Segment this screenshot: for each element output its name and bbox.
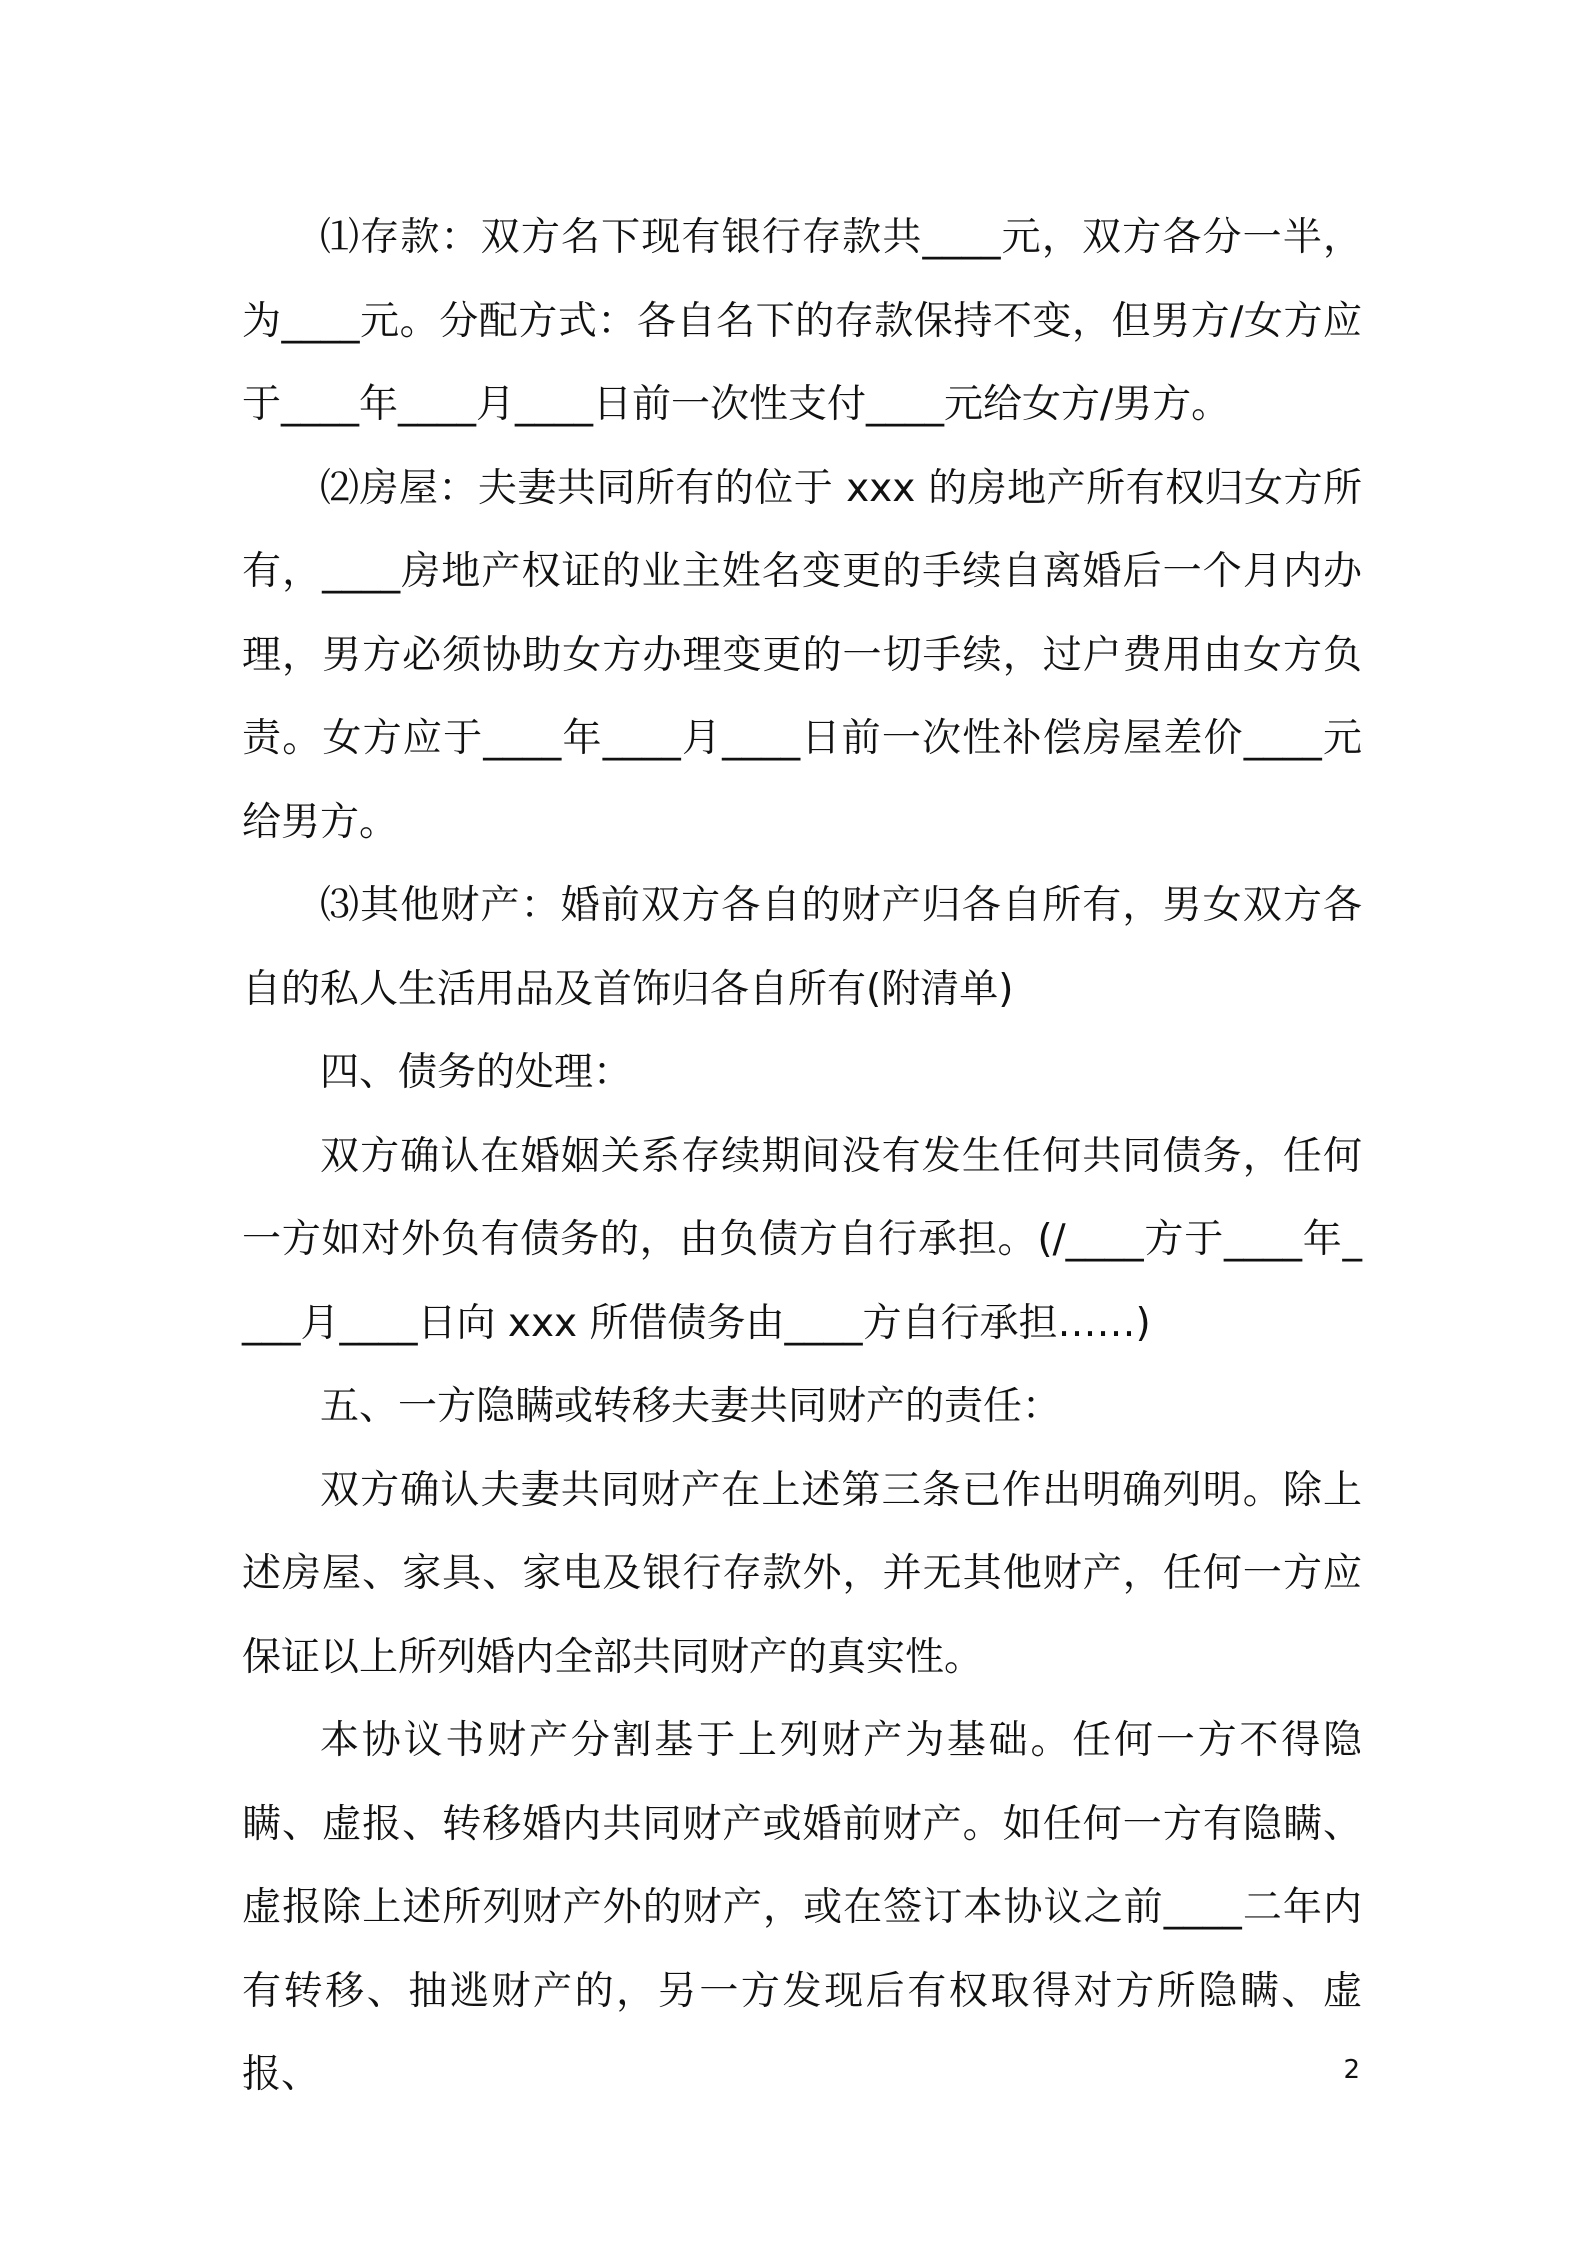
page-number: 2 xyxy=(1343,2055,1360,2085)
section-heading-debt: 四、债务的处理： xyxy=(320,1050,633,1095)
paragraph-house: ⑵房屋：夫妻共同所有的位于 xxx 的房地产所有权归女方所有，____房地产权证的业主姓名变更的手续自离婚后一个月内办理，男方必须协助女方办理变更的一切手续，过户费用由女方负责。女方应于____年____月____日前一次性补偿房屋差价____元给男方。 xyxy=(242,465,1362,845)
paragraph-deposit: ⑴存款：双方名下现有银行存款共____元，双方各分一半，为____元。分配方式：各自名下的存款保持不变，但男方/女方应于____年____月____日前一次性支付____元给女方/男方。 xyxy=(242,215,1362,427)
paragraph-confirmation: 双方确认夫妻共同财产在上述第三条已作出明确列明。除上述房屋、家具、家电及银行存款外，并无其他财产，任何一方应保证以上所列婚内全部共同财产的真实性。 xyxy=(242,1467,1362,1680)
paragraph-debt: 双方确认在婚姻关系存续期间没有发生任何共同债务，任何一方如对外负有债务的，由负债方自行承担。(/____方于____年____月____日向 xxx 所借债务由____方自行承担……) xyxy=(242,1133,1362,1346)
paragraph-other-property: ⑶其他财产：婚前双方各自的财产归各自所有，男女双方各自的私人生活用品及首饰归各自所有(附清单) xyxy=(242,883,1362,1012)
paragraph-division-basis: 本协议书财产分割基于上列财产为基础。任何一方不得隐瞒、虚报、转移婚内共同财产或婚前财产。如任何一方有隐瞒、虚报除上述所列财产外的财产，或在签订本协议之前____二年内有转移、抽逃财产的，另一方发现后有权取得对方所隐瞒、虚报、 xyxy=(242,1718,1362,2097)
section-heading-concealment: 五、一方隐瞒或转移夫妻共同财产的责任： xyxy=(320,1384,1062,1429)
document-body xyxy=(242,196,1362,2117)
